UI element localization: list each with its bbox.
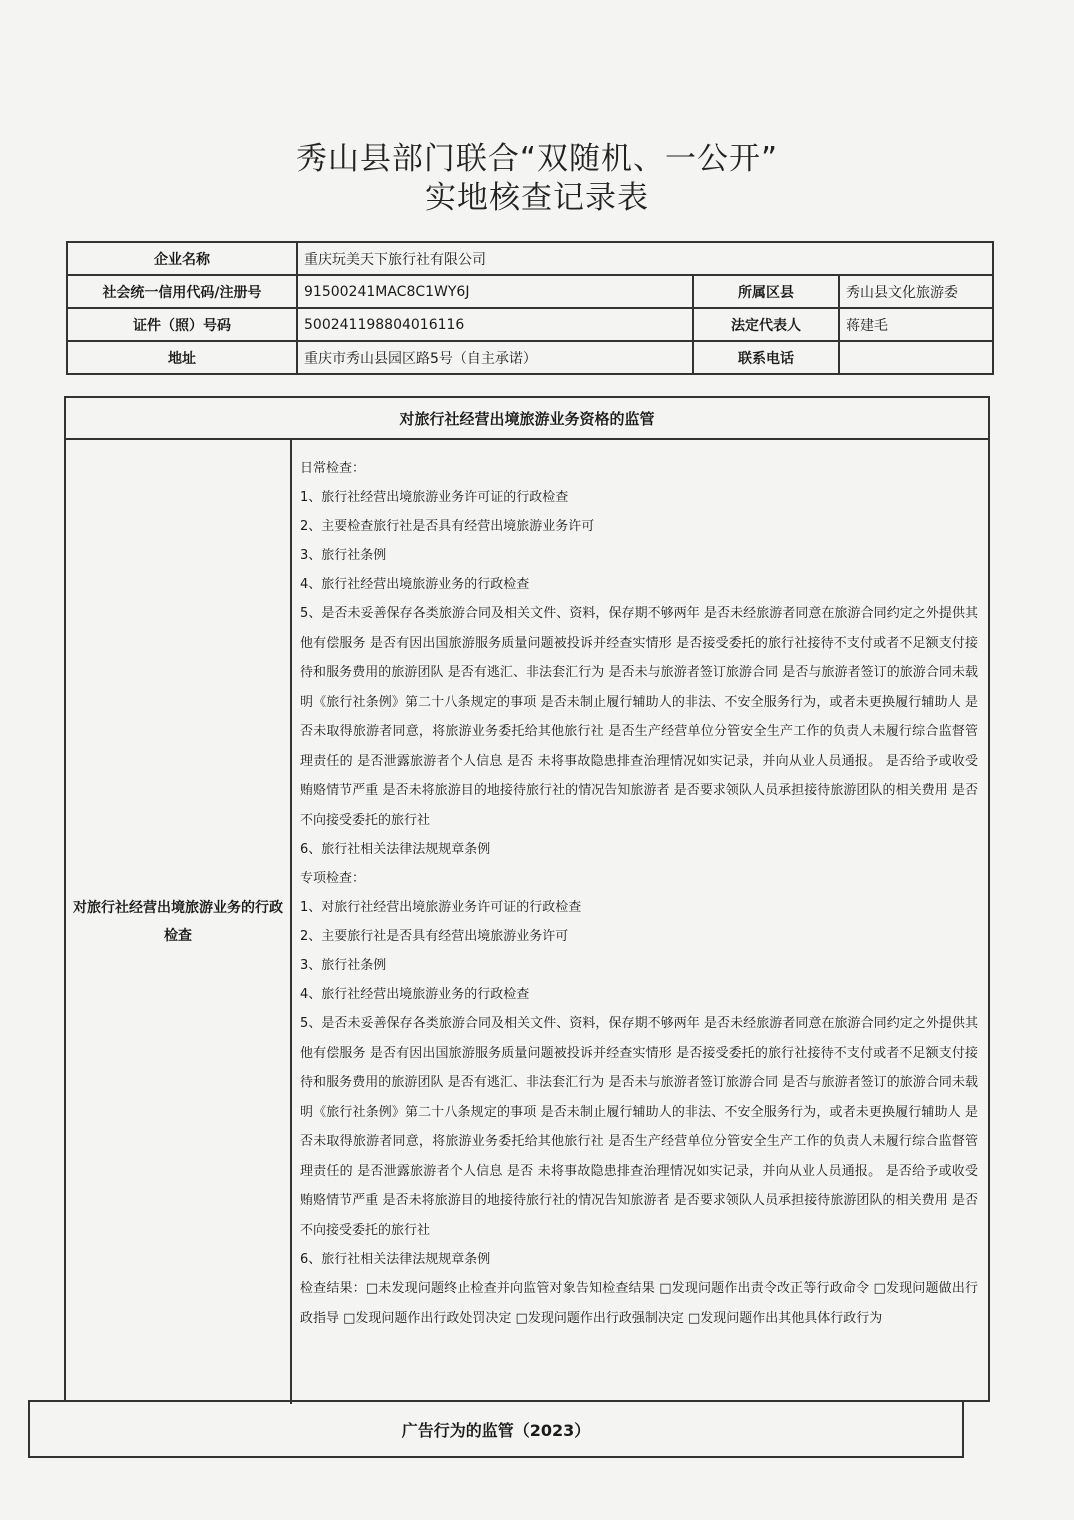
credit-code-value: 91500241MAC8C1WY6J — [297, 275, 693, 308]
daily-check-item: 2、主要检查旅行社是否具有经营出境旅游业务许可 — [300, 519, 595, 534]
phone-value — [839, 341, 993, 374]
inspection-category-cell — [66, 440, 292, 1404]
legal-rep-label: 法定代表人 — [693, 308, 839, 341]
special-check-item: 5、是否未妥善保存各类旅游合同及相关文件、资料，保存期不够两年 是否未经旅游者同意在旅游合同约定之外提供其他有偿服务 是否有因出国旅游服务质量问题被投诉并经查实情形 是否接受委托的旅行社接待不支付或者不足额支付接待和服务费用的旅游团队 是否有逃汇、非法套汇行为 是否未与旅游者签订旅游合同 是否与旅游者签订的旅游合同未载明《旅行社条例》第二十八条规定的事项 是否未制止履行辅助人的非法、不安全服务行为，或者未更换履行辅助人 是否未取得旅游者同意，将旅游业务委托给其他旅行社 是否生产经营单位分管安全生产工作的负责人未履行综合监督管理责任的 是否泄露旅游者个人信息 是否 未将事故隐患排查治理情况如实记录，并向从业人员通报。 是否给予或收受贿赂情节严重 是否未将旅游目的地接待旅行社的情况告知旅游者 是否要求领队人员承担接待旅游团队的相关费用 是否不向接受委托的旅行社 — [300, 1016, 978, 1238]
daily-check-heading: 日常检查： — [300, 461, 366, 476]
supervision-title: 对旅行社经营出境旅游业务资格的监管 — [66, 398, 988, 440]
daily-check-item: 6、旅行社相关法律法规规章条例 — [300, 842, 491, 857]
daily-check-item: 3、旅行社条例 — [300, 548, 387, 563]
company-info-table — [66, 241, 994, 375]
phone-label: 联系电话 — [693, 341, 839, 374]
special-check-item: 3、旅行社条例 — [300, 958, 387, 973]
id-number-label: 证件（照）号码 — [67, 308, 297, 341]
inspection-result: 检查结果：□未发现问题终止检查并向监管对象告知检查结果 □发现问题作出责令改正等行政命令 □发现问题做出行政指导 □发现问题作出行政处罚决定 □发现问题作出行政强制决定 □发现问题作出其他具体行政行为 — [300, 1281, 978, 1326]
next-section-title: 广告行为的监管（2023） — [28, 1400, 964, 1458]
district-label: 所属区县 — [693, 275, 839, 308]
address-value: 重庆市秀山县园区路5号（自主承诺） — [297, 341, 693, 374]
supervision-table — [64, 396, 990, 1402]
company-name-label: 企业名称 — [67, 242, 297, 275]
company-name-value: 重庆玩美天下旅行社有限公司 — [297, 242, 993, 275]
legal-rep-value: 蒋建毛 — [839, 308, 993, 341]
credit-code-label: 社会统一信用代码/注册号 — [67, 275, 297, 308]
daily-check-item: 1、旅行社经营出境旅游业务许可证的行政检查 — [300, 490, 569, 505]
daily-check-item: 5、是否未妥善保存各类旅游合同及相关文件、资料，保存期不够两年 是否未经旅游者同意在旅游合同约定之外提供其他有偿服务 是否有因出国旅游服务质量问题被投诉并经查实情形 是否接受委托的旅行社接待不支付或者不足额支付接待和服务费用的旅游团队 是否有逃汇、非法套汇行为 是否未与旅游者签订旅游合同 是否与旅游者签订的旅游合同未载明《旅行社条例》第二十八条规定的事项 是否未制止履行辅助人的非法、不安全服务行为，或者未更换履行辅助人 是否未取得旅游者同意，将旅游业务委托给其他旅行社 是否生产经营单位分管安全生产工作的负责人未履行综合监督管理责任的 是否泄露旅游者个人信息 是否 未将事故隐患排查治理情况如实记录，并向从业人员通报。 是否给予或收受贿赂情节严重 是否未将旅游目的地接待旅行社的情况告知旅游者 是否要求领队人员承担接待旅游团队的相关费用 是否不向接受委托的旅行社 — [300, 606, 978, 828]
supervision-body — [66, 440, 988, 1404]
document-title-line1: 秀山县部门联合“双随机、一公开” — [295, 141, 779, 177]
special-check-heading: 专项检查： — [300, 871, 366, 886]
special-check-item: 6、旅行社相关法律法规规章条例 — [300, 1252, 491, 1267]
inspection-category-label: 对旅行社经营出境旅游业务的行政检查 — [73, 900, 283, 944]
district-value: 秀山县文化旅游委 — [839, 275, 993, 308]
special-check-item: 1、对旅行社经营出境旅游业务许可证的行政检查 — [300, 900, 582, 915]
daily-check-item: 4、旅行社经营出境旅游业务的行政检查 — [300, 577, 530, 592]
address-label: 地址 — [67, 341, 297, 374]
special-check-item: 4、旅行社经营出境旅游业务的行政检查 — [300, 987, 530, 1002]
id-number-value: 500241198804016116 — [297, 308, 693, 341]
document-title-line2: 实地核查记录表 — [425, 180, 649, 216]
special-check-item: 2、主要旅行社是否具有经营出境旅游业务许可 — [300, 929, 569, 944]
inspection-content-cell — [292, 440, 988, 1404]
